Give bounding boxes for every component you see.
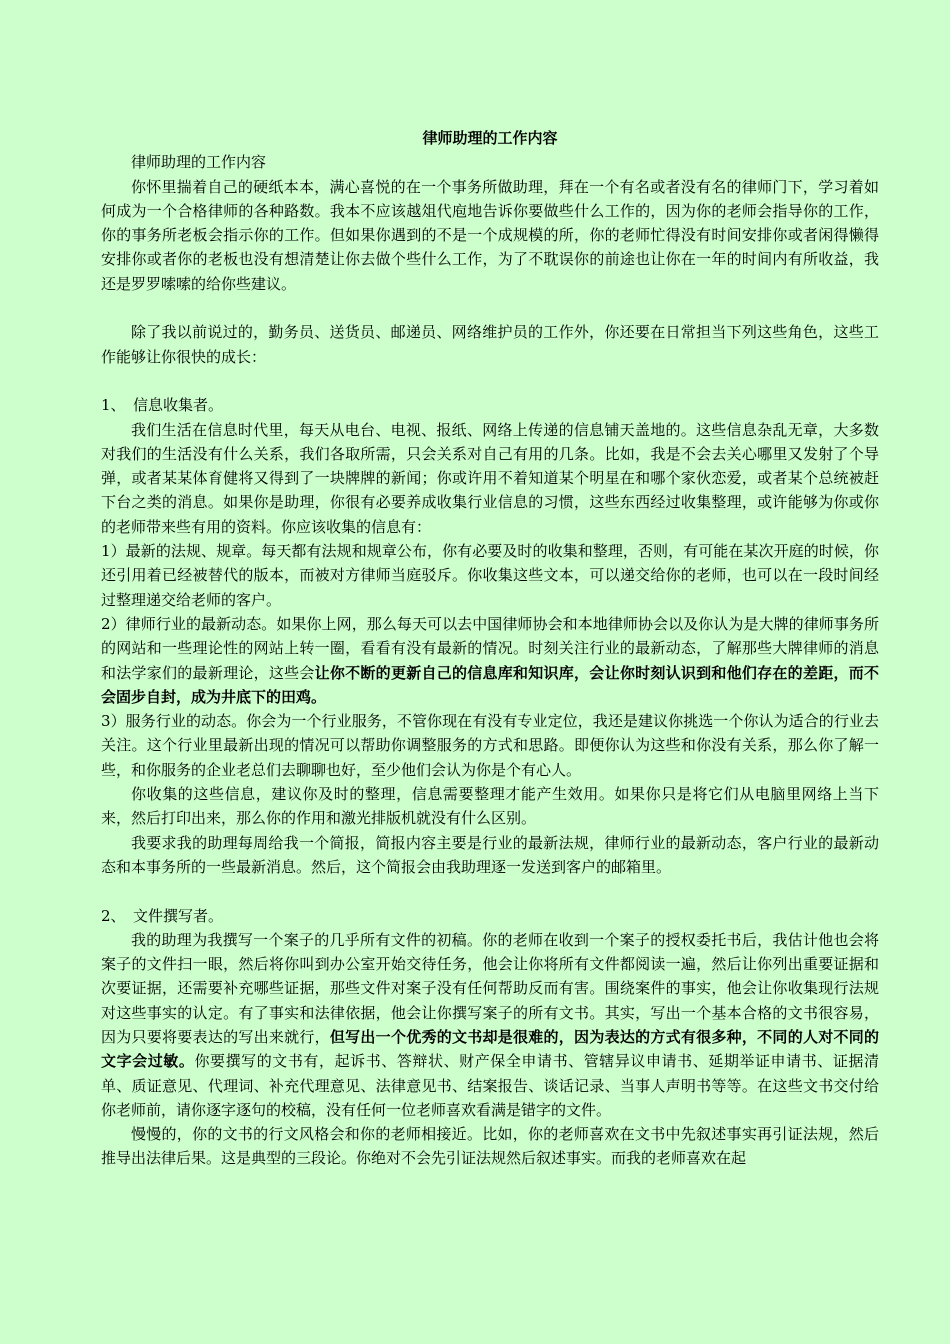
bold-emphasis: 让你不断的更新自己的信息库和知识库，会让你时刻认识到和他们存在的差距，而不会固步自封，成为井底下的田鸡。 [101, 663, 879, 706]
style-paragraph: 慢慢的，你的文书的行文风格会和你的老师相接近。比如，你的老师喜欢在文书中先叙述事实再引证法规，然后推导出法律后果。这是典型的三段论。你绝对不会先引证法规然后叙述事实。而我的老师喜欢在起 [101, 1125, 879, 1168]
paragraph-gap [101, 296, 879, 320]
paragraph-gap [101, 369, 879, 393]
list-item-industry-news [101, 612, 879, 709]
list-item-regulations: 1）最新的法规、规章。每天都有法规和规章公布，你有必要及时的收集和整理，否则，有可能在某次开庭的时候，你还引用着已经被替代的版本，而被对方律师当庭驳斥。你收集这些文本，可以递交给你的老师，也可以在一段时间经过整理递交给老师的客户。 [101, 542, 879, 609]
document-page [101, 126, 879, 1171]
info-paragraph: 我们生活在信息时代里，每天从电台、电视、报纸、网络上传递的信息铺天盖地的。这些信息杂乱无章，大多数对我们的生活没有什么关系，我们各取所需，只会关系对自己有用的几条。比如，我是不会去关心哪里又发射了个导弹，或者某某体育健将又得到了一块牌牌的新闻；你或许用不着知道某个明星在和哪个家伙恋爱，或者某个总统被赶下台之类的消息。如果你是助理，你很有必要养成收集行业信息的习惯，这些东西经过收集整理，或许能够为你或你的老师带来些有用的资料。你应该收集的信息有： [101, 420, 879, 536]
briefing-paragraph: 我要求我的助理每周给我一个简报，简报内容主要是行业的最新法规，律师行业的最新动态，客户行业的最新动态和本事务所的一些最新消息。然后，这个简报会由我助理逐一发送到客户的邮箱里。 [101, 833, 879, 876]
bold-emphasis: 但写出一个优秀的文书却是很难的，因为表达的方式有很多种，不同的人对不同的文字会过敏。 [101, 1027, 879, 1071]
list-item-service-industry: 3）服务行业的动态。你会为一个行业服务，不管你现在有没有专业定位，我还是建议你挑选一个你认为适合的行业去关注。这个行业里最新出现的情况可以帮助你调整服务的方式和思路。即便你认为这些和你没有关系，那么你了解一些，和你服务的企业老总们去聊聊也好，至少他们会认为你是个有心人。 [101, 712, 879, 779]
paragraph-gap [101, 879, 879, 903]
section-heading-document-writer: 2、 文件撰写者。 [101, 906, 224, 925]
roles-paragraph: 除了我以前说过的，勤务员、送货员、邮递员、网络维护员的工作外，你还要在日常担当下列这些角色，这些工作能够让你很快的成长： [101, 323, 879, 366]
paragraph-text: 我的助理为我撰写一个案子的几乎所有文件的初稿。你的老师在收到一个案子的授权委托书后，我估计他也会将案子的文件扫一眼，然后将你叫到办公室开始交待任务，他会让你将所有文件都阅读一遍，然后让你列出重要证据和次要证据，还需要补充哪些证据，那些文件对案子没有任何帮助反而有害。围绕案件的事实，他会让你收集现行法规对这些事实的认定。有了事实和法律依据，他会让你撰写案子的所有文书。其实，写出一个基本合格的文书很容易，因为只要将要表达的写出来就行， [101, 930, 879, 1046]
writer-paragraph [101, 928, 879, 1122]
organize-paragraph: 你收集的这些信息，建议你及时的整理，信息需要整理才能产生效用。如果你只是将它们从电脑里网络上当下来，然后打印出来，那么你的作用和激光排版机就没有什么区别。 [101, 785, 879, 828]
document-subtitle: 律师助理的工作内容 [131, 153, 267, 172]
list-item-text: 2）律师行业的最新动态。如果你上网，那么每天可以去中国律师协会和本地律师协会以及你认为是大牌的律师事务所的网站和一些理论性的网站上转一圈，看看有没有最新的情况。时刻关注行业的最新动态，了解那些大牌律师的消息和法学家们的最新理论，这些会 [101, 614, 879, 682]
paragraph-text: 你要撰写的文书有，起诉书、答辩状、财产保全申请书、管辖异议申请书、延期举证申请书、证据清单、质证意见、代理词、补充代理意见、法律意见书、结案报告、谈话记录、当事人声明书等等。在这些文书交付给你老师前，请你逐字逐句的校稿，没有任何一位老师喜欢看满是错字的文件。 [101, 1052, 879, 1119]
section-heading-info-collector: 1、 信息收集者。 [101, 396, 224, 415]
intro-paragraph: 你怀里揣着自己的硬纸本本，满心喜悦的在一个事务所做助理，拜在一个有名或者没有名的律师门下，学习着如何成为一个合格律师的各种路数。我本不应该越俎代庖地告诉你要做些什么工作的，因为你的老师会指导你的工作，你的事务所老板会指示你的工作。但如果你遇到的不是一个成规模的所，你的老师忙得没有时间安排你或者闲得懒得安排你或者你的老板也没有想清楚让你去做个些什么工作，为了不耽误你的前途也让你在一年的时间内有所收益，我还是罗罗嗦嗦的给你些建议。 [101, 177, 879, 293]
document-title: 律师助理的工作内容 [422, 129, 558, 147]
